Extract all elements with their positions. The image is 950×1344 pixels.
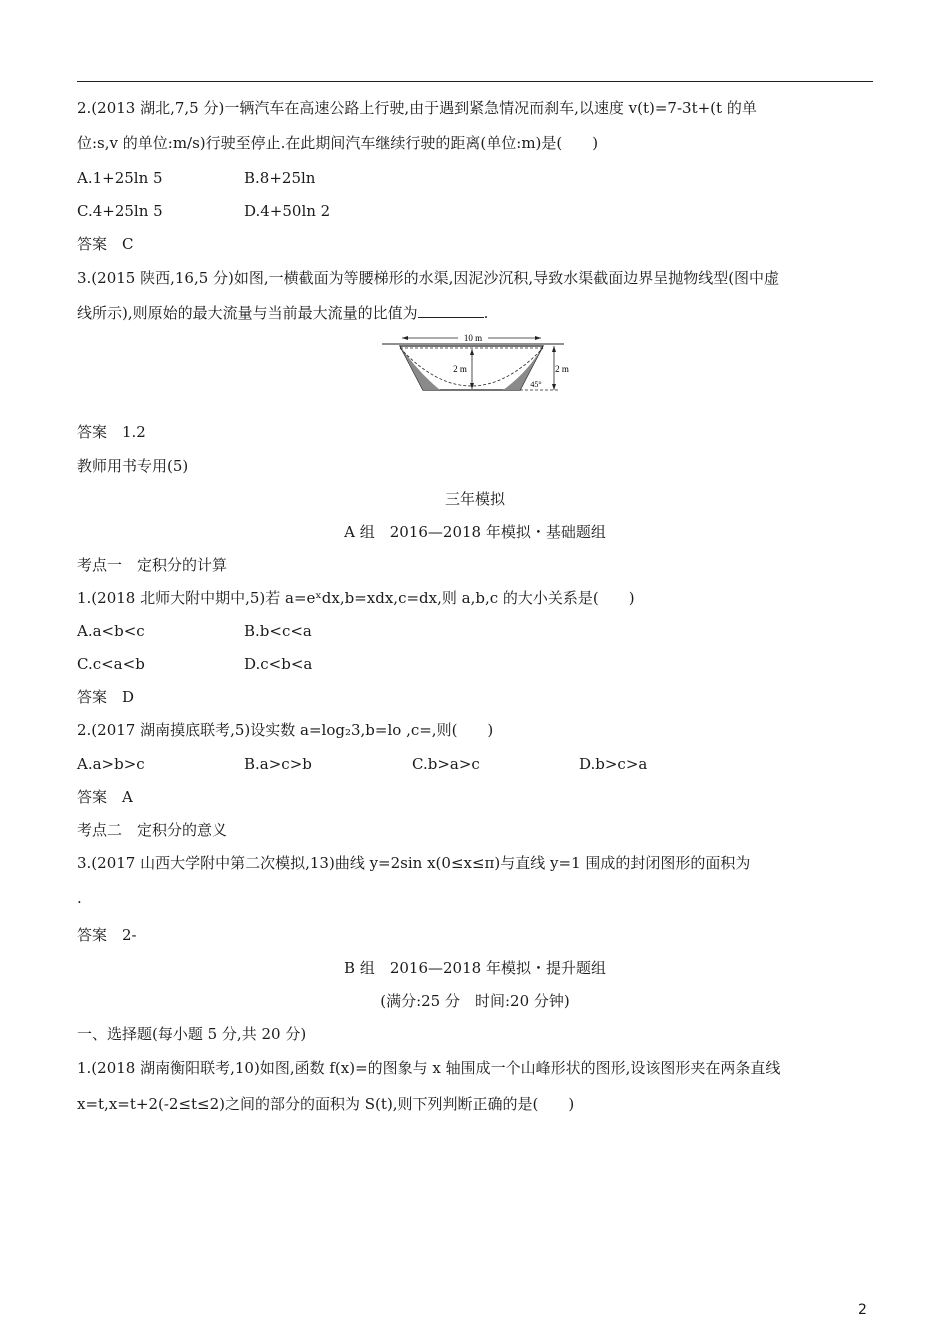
group-a-title: A 组 2016—2018 年模拟・基础题组: [344, 523, 606, 541]
question-text: 3.(2017 山西大学附中第二次模拟,13)曲线 y=2sin x(0≤x≤π)与直线 y=1 围成的封闭图形的面积为: [77, 854, 751, 872]
option-a: A.a>b>c: [77, 755, 145, 773]
question-text: [77, 303, 488, 323]
question-text: 3.(2015 陕西,16,5 分)如图,一横截面为等腰梯形的水渠,因泥沙沉积,导致水渠截面边界呈抛物线型(图中虚: [77, 269, 780, 287]
option-d: D.c<b<a: [244, 655, 313, 673]
option-b: B.b<c<a: [244, 622, 312, 640]
canal-cross-section-figure: [378, 332, 574, 396]
answer: 答案 A: [77, 788, 133, 806]
question-text-prefix: 线所示),则原始的最大流量与当前最大流量的比值为: [77, 304, 418, 322]
option-c: C.4+25ln 5: [77, 202, 163, 220]
question-text: 1.(2018 湖南衡阳联考,10)如图,函数 f(x)=的图象与 x 轴围成一个山峰形状的图形,设该图形夹在两条直线: [77, 1059, 781, 1077]
question-text: 2.(2013 湖北,7,5 分)一辆汽车在高速公路上行驶,由于遇到紧急情况而刹车,以速度 v(t)=7-3t+(t 的单: [77, 99, 757, 117]
question-text: 1.(2018 北师大附中期中,5)若 a=eˣdx,b=xdx,c=dx,则 a,b,c 的大小关系是( ): [77, 589, 635, 607]
option-c: C.c<a<b: [77, 655, 145, 673]
answer: 答案 C: [77, 235, 134, 253]
topic-heading: 考点一 定积分的计算: [77, 556, 228, 574]
topic-heading: 考点二 定积分的意义: [77, 821, 228, 839]
option-c: C.b>a>c: [412, 755, 480, 773]
answer: 答案 1.2: [77, 423, 146, 441]
answer-blank: [418, 303, 484, 318]
answer: 答案 2-: [77, 926, 137, 944]
question-text: .: [77, 889, 82, 907]
question-text: 2.(2017 湖南摸底联考,5)设实数 a=log₂3,b=lo ,c=,则( ): [77, 721, 494, 739]
angle-label: 45°: [530, 380, 542, 389]
header-rule: [77, 81, 873, 82]
section-title: 三年模拟: [444, 490, 505, 508]
option-d: D.b>c>a: [579, 755, 648, 773]
question-text-suffix: .: [483, 304, 489, 322]
group-b-title: B 组 2016—2018 年模拟・提升题组: [344, 959, 606, 977]
teacher-note: 教师用书专用(5): [77, 457, 189, 475]
depth-label-right: 2 m: [555, 364, 569, 374]
option-d: D.4+50ln 2: [244, 202, 331, 220]
depth-label-left: 2 m: [453, 364, 467, 374]
page-number: 2: [858, 1302, 867, 1318]
option-b: B.8+25ln: [244, 169, 316, 187]
question-text: x=t,x=t+2(-2≤t≤2)之间的部分的面积为 S(t),则下列判断正确的是( ): [77, 1095, 575, 1113]
group-b-subtitle: (满分:25 分 时间:20 分钟): [380, 992, 570, 1010]
option-b: B.a>c>b: [244, 755, 312, 773]
answer: 答案 D: [77, 688, 135, 706]
part-title: 一、选择题(每小题 5 分,共 20 分): [77, 1025, 307, 1043]
width-label: 10 m: [463, 333, 483, 343]
option-a: A.1+25ln 5: [77, 169, 163, 187]
option-a: A.a<b<c: [77, 622, 145, 640]
question-text: 位:s,v 的单位:m/s)行驶至停止.在此期间汽车继续行驶的距离(单位:m)是( ): [77, 134, 599, 152]
